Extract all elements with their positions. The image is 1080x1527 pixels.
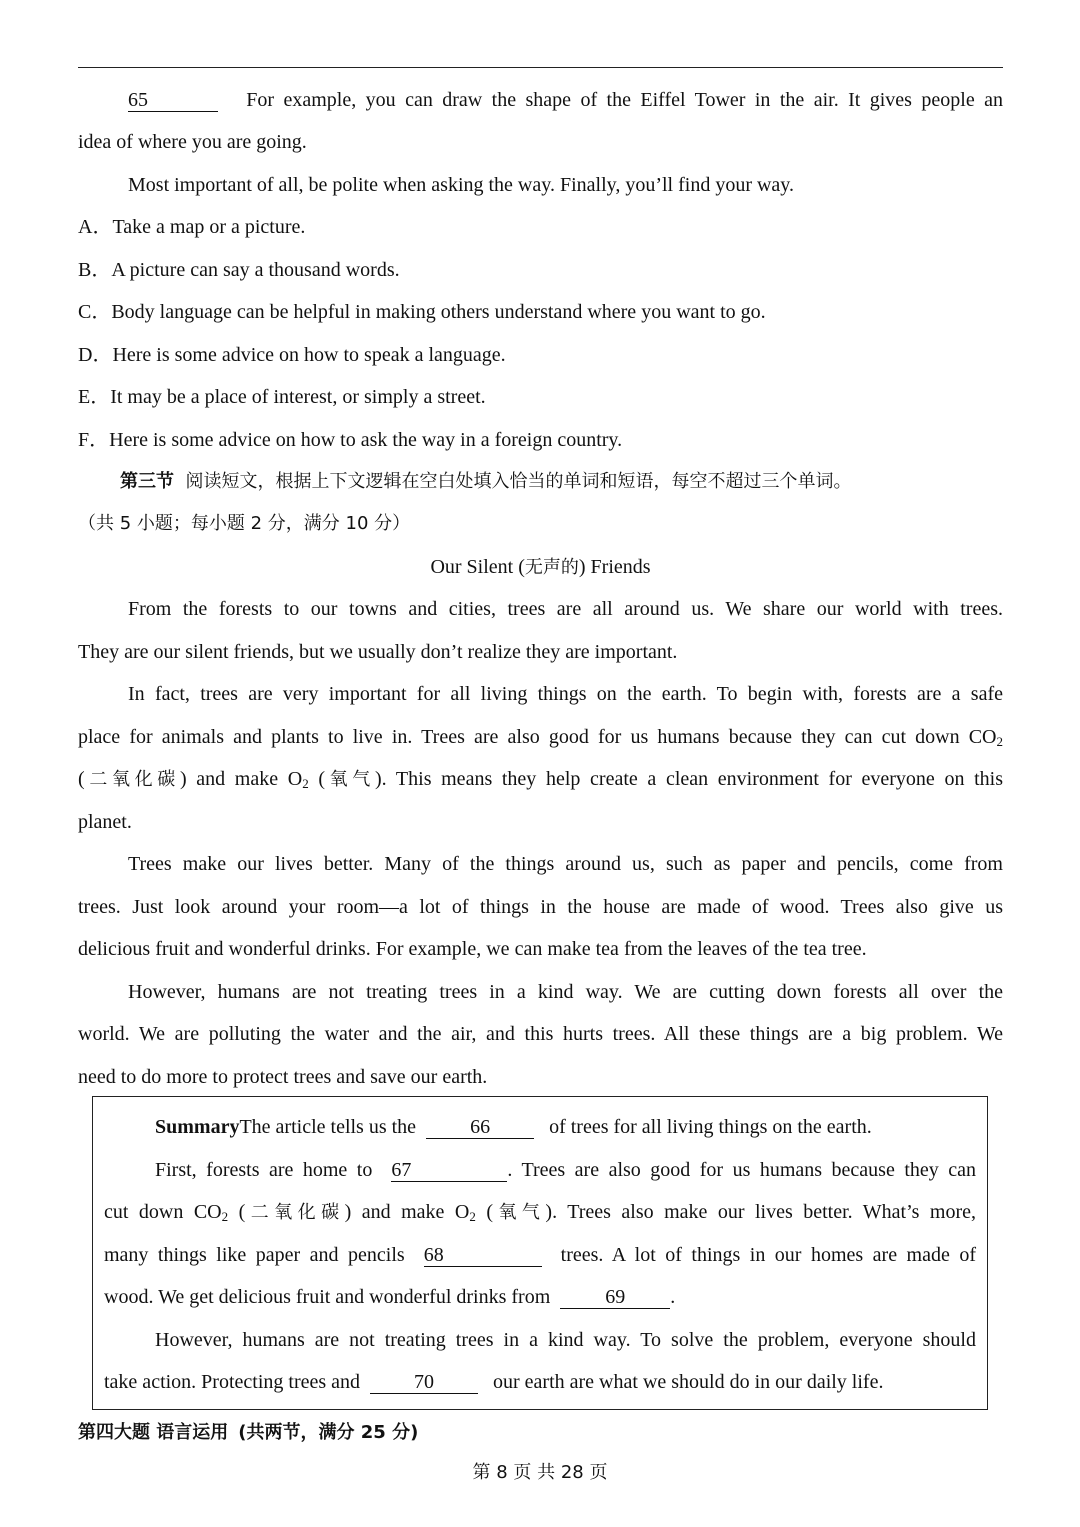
header-rule — [78, 67, 1003, 68]
page-footer: 第 8 页 共 28 页 — [472, 1462, 608, 1483]
blank-69: 69 — [560, 1286, 670, 1309]
article-p2-line3: (二氧化碳) and make $O_2$ (氧气). This means they help create a clean environment for everyone on this — [78, 768, 1003, 791]
article-p2-line4: planet. — [78, 811, 132, 833]
option-d: D．Here is some advice on how to speak a language. — [78, 344, 506, 366]
option-a: A．Take a map or a picture. — [78, 216, 306, 238]
blank-65-continuation: idea of where you are going. — [78, 131, 307, 153]
article-p2-line1: In fact, trees are very important for all living things on the earth. To begin with, forests are a safe — [128, 683, 1003, 705]
summary-line7: take action. Protecting trees and 70 our earth are what we should do in our daily life. — [104, 1371, 884, 1393]
polite-paragraph: Most important of all, be polite when asking the way. Finally, you’ll find your way. — [128, 174, 794, 196]
blank-65: 65 — [128, 89, 218, 112]
part4-heading: 第四大题 语言运用 (共两节，满分 25 分) — [78, 1422, 419, 1443]
summary-line6: However, humans are not treating trees in a kind way. To solve the problem, everyone should — [155, 1329, 976, 1351]
article-p1-line1: From the forests to our towns and cities, trees are all around us. We share our world with trees. — [128, 598, 1003, 620]
article-p3-line3: delicious fruit and wonderful drinks. For example, we can make tea from the leaves of the tea tree. — [78, 938, 867, 960]
option-b: B．A picture can say a thousand words. — [78, 259, 400, 281]
blank-65-line — [128, 86, 1003, 114]
option-e: E．It may be a place of interest, or simply a street. — [78, 386, 486, 408]
blank-70: 70 — [370, 1371, 478, 1394]
summary-line4: many things like paper and pencils 68 trees. A lot of things in our homes are made of — [104, 1244, 977, 1266]
summary-label: Summary — [155, 1116, 240, 1138]
article-p4-line2: world. We are polluting the water and the air, and this hurts trees. All these things are a big problem. We — [78, 1023, 1003, 1045]
article-p4-line3: need to do more to protect trees and save our earth. — [78, 1066, 488, 1088]
article-p1-line2: They are our silent friends, but we usually don’t realize they are important. — [78, 641, 678, 663]
section3-heading — [120, 468, 1003, 496]
summary-line2: First, forests are home to 67 . Trees are also good for us humans because they can — [155, 1159, 977, 1181]
blank-68: 68 — [424, 1244, 542, 1267]
option-f: F．Here is some advice on how to ask the way in a foreign country. — [78, 429, 623, 451]
summary-line1: SummaryThe article tells us the 66 of trees for all living things on the earth. — [155, 1116, 872, 1138]
summary-line3: cut down $CO_2$ (二氧化碳) and make $O_2$ (氧气). Trees also make our lives better. What’s more, — [104, 1201, 976, 1224]
article-p3-line2: trees. Just look around your room—a lot of things in the house are made of wood. Trees also give us — [78, 896, 1003, 918]
summary-line5: wood. We get delicious fruit and wonderful drinks from 69 . — [104, 1286, 676, 1308]
article-p2-line2: place for animals and plants to live in. Trees are also good for us humans because they can cut down $CO_2$ — [78, 726, 1003, 749]
blank-66: 66 — [426, 1116, 534, 1139]
section3-label: 第三节 — [120, 471, 174, 492]
article-title: Our Silent (无声的) Friends — [430, 556, 651, 578]
blank-67: 67 — [391, 1159, 507, 1182]
article-p4-line1: However, humans are not treating trees in a kind way. We are cutting down forests all over the — [128, 981, 1003, 1003]
article-p3-line1: Trees make our lives better. Many of the things around us, such as paper and pencils, come from — [128, 853, 1003, 875]
blank-65-text: For example, you can draw the shape of the Eiffel Tower in the air. It gives people an — [246, 89, 1003, 111]
section3-scoring: （共 5 小题；每小题 2 分，满分 10 分） — [78, 513, 411, 534]
option-c: C．Body language can be helpful in making others understand where you want to go. — [78, 301, 766, 323]
section3-instruction: 阅读短文，根据上下文逻辑在空白处填入恰当的单词和短语，每空不超过三个单词。 — [185, 471, 852, 492]
